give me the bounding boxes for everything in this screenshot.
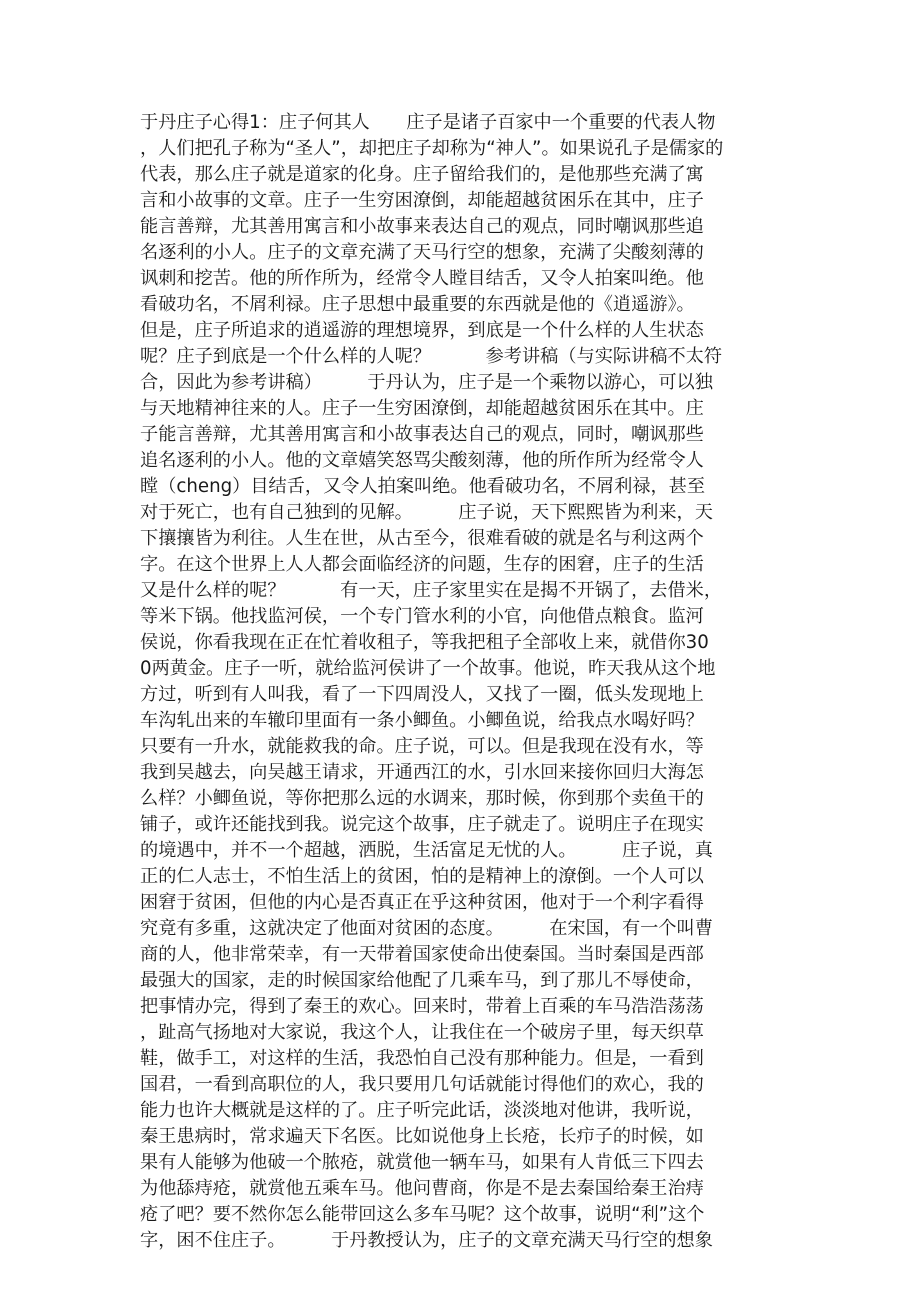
text-line: 鞋，做手工，对这样的生活，我恐怕自己没有那种能力。但是，一看到 bbox=[140, 1048, 704, 1069]
text-line: ，趾高气扬地对大家说，我这个人，让我住在一个破房子里，每天织草 bbox=[140, 1022, 704, 1043]
text-line: 么样？小鲫鱼说，等你把那么远的水调来，那时候，你到那个卖鱼干的 bbox=[140, 788, 704, 809]
text-line: 名逐利的小人。庄子的文章充满了天马行空的想象，充满了尖酸刻薄的 bbox=[140, 242, 704, 263]
text-line: 的境遇中，并不一个超越，洒脱，生活富足无忧的人。 庄子说，真 bbox=[140, 840, 713, 861]
text-line: 车沟轧出来的车辙印里面有一条小鲫鱼。小鲫鱼说，给我点水喝好吗？ bbox=[140, 710, 704, 731]
text-line: 等米下锅。他找监河侯，一个专门管水利的小官，向他借点粮食。监河 bbox=[140, 606, 704, 627]
text-line: 国君，一看到高职位的人，我只要用几句话就能讨得他们的欢心，我的 bbox=[140, 1074, 704, 1095]
text-line: 我到吴越去，向吴越王请求，开通西江的水，引水回来接你回归大海怎 bbox=[140, 762, 704, 783]
text-line: 讽刺和挖苦。他的所作所为，经常令人瞠目结舌，又令人拍案叫绝。他 bbox=[140, 268, 704, 289]
text-line: 最强大的国家，走的时候国家给他配了几乘车马，到了那儿不辱使命， bbox=[140, 970, 704, 991]
text-line: 于丹庄子心得1：庄子何其人 庄子是诸子百家中一个重要的代表人物 bbox=[140, 112, 716, 133]
text-line: 能力也许大概就是这样的了。庄子听完此话，淡淡地对他讲，我听说， bbox=[140, 1100, 704, 1121]
text-line: 0两黄金。庄子一听，就给监河侯讲了一个故事。他说，昨天我从这个地 bbox=[140, 658, 716, 679]
text-line: 代表，那么庄子就是道家的化身。庄子留给我们的，是他那些充满了寓 bbox=[140, 164, 704, 185]
text-line: 呢？庄子到底是一个什么样的人呢？ 参考讲稿（与实际讲稿不太符 bbox=[140, 346, 723, 367]
text-line: 疮了吧？要不然你怎么能带回这么多车马呢？这个故事，说明“利”这个 bbox=[140, 1204, 705, 1225]
text-line: 正的仁人志士，不怕生活上的贫困，怕的是精神上的潦倒。一个人可以 bbox=[140, 866, 704, 887]
text-line: ，人们把孔子称为“圣人”，却把庄子却称为“神人”。如果说孔子是儒家的 bbox=[140, 138, 724, 159]
text-line: 看破功名，不屑利禄。庄子思想中最重要的东西就是他的《逍遥游》。 bbox=[140, 294, 695, 315]
text-line: 秦王患病时，常求遍天下名医。比如说他身上长疮，长疖子的时候，如 bbox=[140, 1126, 704, 1147]
text-line: 字。在这个世界上人人都会面临经济的问题，生存的困窘，庄子的生活 bbox=[140, 554, 704, 575]
text-line: 合，因此为参考讲稿） 于丹认为，庄子是一个乘物以游心，可以独 bbox=[140, 372, 713, 393]
text-line: 能言善辩，尤其善用寓言和小故事来表达自己的观点，同时嘲讽那些追 bbox=[140, 216, 704, 237]
text-line: 与天地精神往来的人。庄子一生穷困潦倒，却能超越贫困乐在其中。庄 bbox=[140, 398, 704, 419]
text-line: 商的人，他非常荣幸，有一天带着国家使命出使秦国。当时秦国是西部 bbox=[140, 944, 704, 965]
text-line: 侯说，你看我现在正在忙着收租子，等我把租子全部收上来，就借你30 bbox=[140, 632, 709, 653]
text-line: 为他舔痔疮，就赏他五乘车马。他问曹商，你是不是去秦国给秦王治痔 bbox=[140, 1178, 704, 1199]
text-line: 把事情办完，得到了秦王的欢心。回来时，带着上百乘的车马浩浩荡荡 bbox=[140, 996, 704, 1017]
text-line: 铺子，或许还能找到我。说完这个故事，庄子就走了。说明庄子在现实 bbox=[140, 814, 704, 835]
text-line: 困窘于贫困，但他的内心是否真正在乎这种贫困，他对于一个利字看得 bbox=[140, 892, 704, 913]
text-line: 又是什么样的呢？ 有一天，庄子家里实在是揭不开锅了，去借米， bbox=[140, 580, 723, 601]
body-text bbox=[140, 110, 780, 1254]
text-line: 但是，庄子所追求的逍遥游的理想境界，到底是一个什么样的人生状态 bbox=[140, 320, 704, 341]
text-line: 追名逐利的小人。他的文章嬉笑怒骂尖酸刻薄，他的所作所为经常令人 bbox=[140, 450, 704, 471]
text-line: 对于死亡，也有自己独到的见解。 庄子说，天下熙熙皆为利来，天 bbox=[140, 502, 713, 523]
text-line: 究竟有多重，这就决定了他面对贫困的态度。 在宋国，有一个叫曹 bbox=[140, 918, 713, 939]
text-line: 字，困不住庄子。 于丹教授认为，庄子的文章充满天马行空的想象 bbox=[140, 1230, 713, 1251]
text-line: 子能言善辩，尤其善用寓言和小故事表达自己的观点，同时，嘲讽那些 bbox=[140, 424, 704, 445]
text-line: 言和小故事的文章。庄子一生穷困潦倒，却能超越贫困乐在其中，庄子 bbox=[140, 190, 704, 211]
text-line: 只要有一升水，就能救我的命。庄子说，可以。但是我现在没有水，等 bbox=[140, 736, 704, 757]
text-line: 果有人能够为他破一个脓疮，就赏他一辆车马，如果有人肯低三下四去 bbox=[140, 1152, 704, 1173]
text-line: 瞠（cheng）目结舌，又令人拍案叫绝。他看破功名，不屑利禄，甚至 bbox=[140, 476, 706, 497]
text-line: 方过，听到有人叫我，看了一下四周没人，又找了一圈，低头发现地上 bbox=[140, 684, 704, 705]
text-line: 下攘攘皆为利往。人生在世，从古至今，很难看破的就是名与利这两个 bbox=[140, 528, 704, 549]
